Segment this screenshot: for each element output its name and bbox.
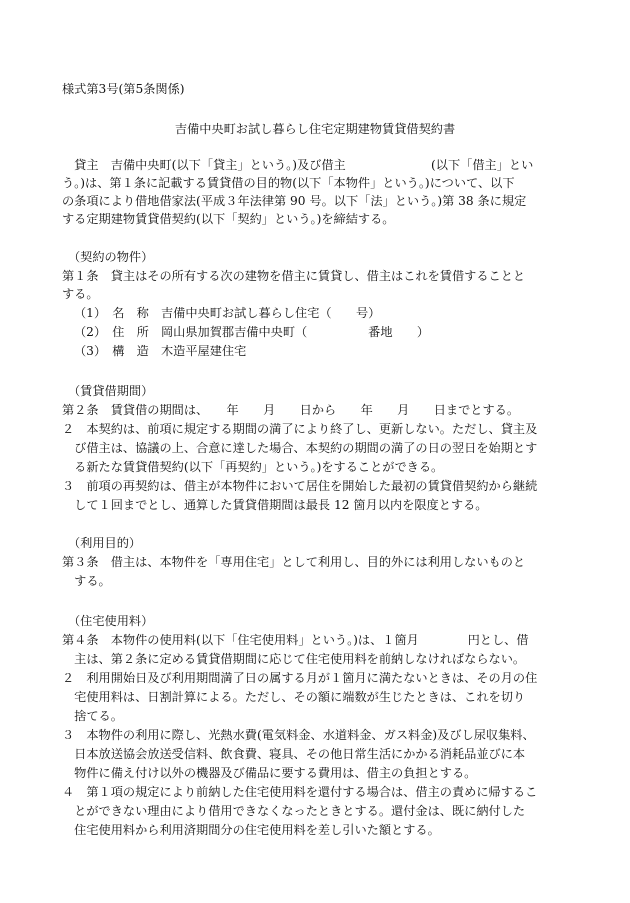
- article-4-line: 捨てる。: [62, 709, 123, 723]
- article-2-line: び借主は、協議の上、合意に達した場合、本契約の期間の満了の日の翌日を始期とす: [62, 441, 538, 455]
- article-1-line: 第１条 貸主はその所有する次の建物を借主に賃貸し、借主はこれを賃借することと: [62, 269, 526, 283]
- preamble-line: の条項により借地借家法(平成３年法律第 90 号。以下「法」という。)第 38 条に規定: [62, 194, 527, 208]
- article-1-line: する。: [62, 287, 99, 301]
- article-4-line: ２ 利用開始日及び利用期間満了日の属する月が１箇月に満たないときは、その月の住: [62, 671, 538, 685]
- article-4-line: 日本放送協会放送受信料、飲食費、寝具、その他日常生活にかかる消耗品並びに本: [62, 747, 526, 761]
- article-2-heading: （賃貸借期間）: [68, 384, 154, 398]
- preamble-line: う。)は、第１条に記載する賃貸借の目的物(以下「本物件」という。)について、以下: [62, 176, 515, 190]
- article-3-heading: （利用目的）: [68, 536, 142, 550]
- article-2-line: 第２条 賃貸借の期間は、 年 月 日から 年 月 日までとする。: [62, 403, 520, 417]
- article-3-line: 第３条 借主は、本物件を「専用住宅」として利用し、目的外には利用しないものと: [62, 555, 526, 569]
- form-label: 様式第3号(第5条関係): [62, 82, 185, 96]
- article-4-heading: （住宅使用料）: [68, 614, 154, 628]
- article-1-item: （1） 名 称 吉備中央町お試し暮らし住宅（ 号）: [74, 306, 381, 320]
- article-2-line: る新たな賃貸借契約(以下「再契約」という。)をすることができる。: [62, 460, 444, 474]
- article-4-line: とができない理由により借用できなくなったときとする。還付金は、既に納付した: [62, 804, 526, 818]
- article-2-line: して１回までとし、通算した賃貸借期間は最長 12 箇月以内を限度とする。: [62, 498, 488, 512]
- article-4-line: 主は、第２条に定める賃貸借期間に応じて住宅使用料を前納しなければならない。: [62, 652, 526, 666]
- article-1-heading: （契約の物件）: [68, 250, 154, 264]
- article-4-line: ３ 本物件の利用に際し、光熱水費(電気料金、水道料金、ガス料金)及びし尿収集料、: [62, 728, 535, 742]
- document-title: 吉備中央町お試し暮らし住宅定期建物賃貸借契約書: [174, 122, 456, 136]
- article-3-line: する。: [62, 574, 111, 588]
- article-1-item: （2） 住 所 岡山県加賀郡吉備中央町（ 番地 ）: [74, 325, 430, 339]
- article-4-line: 物件に備え付け以外の機器及び備品に要する費用は、借主の負担とする。: [62, 766, 477, 780]
- article-4-line: 第４条 本物件の使用料(以下「住宅使用料」という。)は、１箇月 円とし、借: [62, 633, 529, 647]
- article-2-line: ２ 本契約は、前項に規定する期間の満了により終了し、更新しない。ただし、貸主及: [62, 422, 538, 436]
- preamble-line: 貸主 吉備中央町(以下「貸主」という。)及び借主 (以下「借主」とい: [62, 158, 534, 172]
- article-4-line: 宅使用料は、日割計算による。ただし、その額に端数が生じたときは、これを切り: [62, 690, 526, 704]
- article-4-line: ４ 第１項の規定により前納した住宅使用料を還付する場合は、借主の責めに帰するこ: [62, 785, 538, 799]
- article-1-item: （3） 構 造 木造平屋建住宅: [74, 344, 247, 358]
- article-2-line: ３ 前項の再契約は、借主が本物件において居住を開始した最初の賃貸借契約から継続: [62, 479, 538, 493]
- article-4-line: 住宅使用料から利用済期間分の住宅使用料を差し引いた額とする。: [62, 823, 440, 837]
- preamble-line: する定期建物賃貸借契約(以下「契約」という。)を締結する。: [62, 212, 395, 226]
